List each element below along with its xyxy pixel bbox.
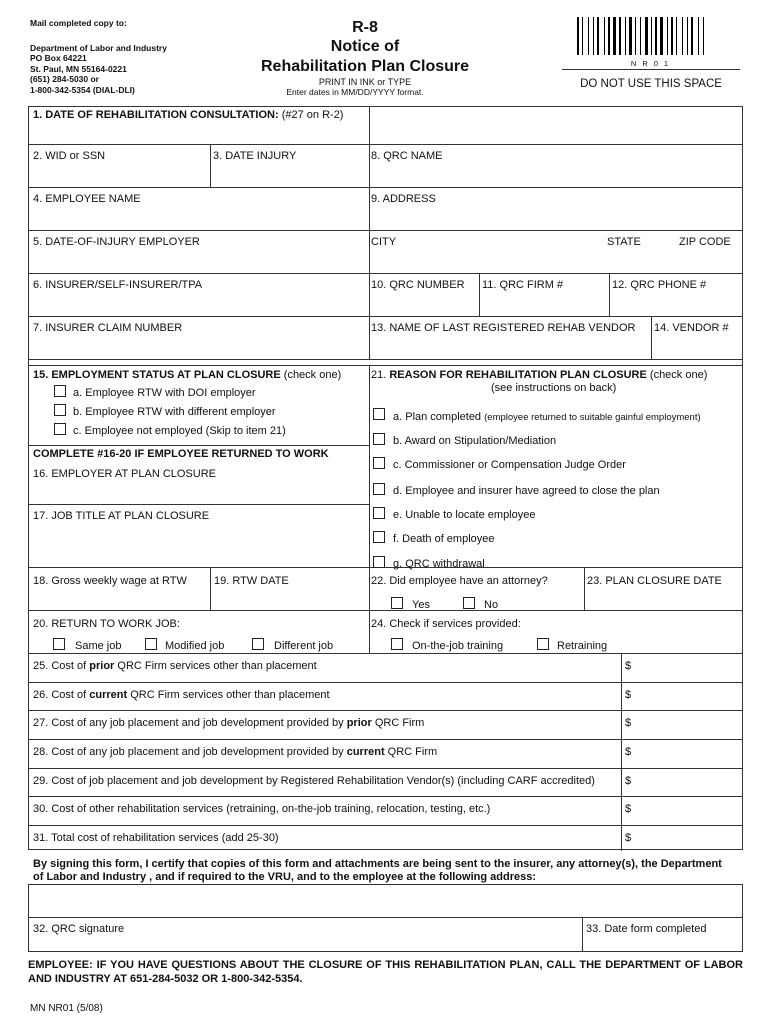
cost-text: 30. Cost of other rehabilitation services (retraining, on-the-job training, relocation, testing, etc.) (33, 803, 491, 815)
barcode-bar (640, 17, 641, 55)
cost-row-label (33, 660, 317, 673)
field-job-title-at-closure[interactable]: 17. JOB TITLE AT PLAN CLOSURE (33, 510, 210, 522)
divider (29, 359, 743, 360)
barcode-bar (597, 17, 599, 55)
divider (29, 273, 743, 274)
divider (651, 316, 652, 359)
barcode-bar (635, 17, 636, 55)
barcode-bar (629, 17, 632, 55)
barcode-bar (691, 17, 693, 55)
barcode-bar (698, 17, 699, 55)
cost-amount-field[interactable]: $ (625, 803, 632, 815)
checkbox-qrc-withdrawal[interactable] (373, 556, 385, 568)
divider (369, 365, 370, 653)
divider (29, 796, 743, 797)
field-date-injury[interactable]: 3. DATE INJURY (213, 150, 297, 162)
field-state[interactable]: STATE (607, 236, 641, 248)
barcode-image (577, 17, 729, 61)
field-city[interactable]: CITY (371, 236, 397, 248)
cost-text: QRC Firm services other than placement (114, 660, 317, 672)
checkbox-same-job[interactable] (53, 638, 65, 650)
checkbox-judge-order[interactable] (373, 457, 385, 469)
option-label: Same job (75, 640, 122, 652)
cost-text: 29. Cost of job placement and job development by Registered Rehabilitation Vendor(s) (including CARF accredited) (33, 775, 595, 787)
field-attorney: 22. Did employee have an attorney? (371, 575, 548, 587)
field-qrc-signature[interactable]: 32. QRC signature (33, 923, 125, 935)
form-title-line1: Notice of (330, 38, 400, 55)
checkbox-award-stipulation[interactable] (373, 433, 385, 445)
divider (29, 768, 743, 769)
checkbox-modified-job[interactable] (145, 638, 157, 650)
divider (479, 273, 480, 316)
divider (369, 107, 370, 359)
checkbox-rtw-doi-employer[interactable] (54, 385, 66, 397)
option-label: Yes (412, 599, 430, 611)
option-label: On-the-job training (412, 640, 504, 652)
divider (584, 567, 585, 610)
field-rehab-consultation-date[interactable] (33, 109, 343, 122)
date-format-note: Enter dates in MM/DD/YYYY format. (286, 87, 424, 97)
divider (29, 653, 743, 654)
form-code: R-8 (352, 19, 378, 36)
cost-amount-field[interactable]: $ (625, 717, 632, 729)
field-date-completed[interactable]: 33. Date form completed (586, 923, 707, 935)
barcode-bar (687, 17, 688, 55)
print-note: PRINT IN INK or TYPE (318, 77, 412, 87)
address-line: PO Box 64221 (30, 53, 87, 63)
checkbox-plan-completed[interactable] (373, 408, 385, 420)
cost-emphasis: current (346, 746, 385, 758)
form-title-block (240, 18, 490, 97)
divider (29, 187, 743, 188)
field-gross-weekly-wage[interactable]: 18. Gross weekly wage at RTW (33, 575, 187, 587)
checkbox-attorney-yes[interactable] (391, 597, 403, 609)
option-label: e. Unable to locate employee (393, 509, 536, 521)
cost-emphasis: prior (346, 717, 372, 729)
field-insurer[interactable]: 6. INSURER/SELF-INSURER/TPA (33, 279, 203, 291)
barcode-caption: NR01 (630, 59, 675, 68)
checkbox-attorney-no[interactable] (463, 597, 475, 609)
address-line: St. Paul, MN 55164-0221 (30, 63, 127, 74)
barcode-bar (577, 17, 579, 55)
field-zip[interactable]: ZIP CODE (679, 236, 731, 248)
barcode-bar (703, 17, 704, 55)
office-use-label: DO NOT USE THIS SPACE (580, 78, 722, 90)
cost-text: QRC Firm (384, 746, 438, 758)
barcode-bar (667, 17, 668, 55)
divider (29, 316, 743, 317)
divider (29, 144, 369, 145)
option-label: c. Commissioner or Compensation Judge Order (393, 459, 626, 471)
field-doi-employer[interactable]: 5. DATE-OF-INJURY EMPLOYER (33, 236, 200, 248)
cost-text: QRC Firm services other than placement (127, 689, 330, 701)
cost-emphasis: current (89, 689, 128, 701)
field-label: 1. DATE OF REHABILITATION CONSULTATION: (33, 109, 279, 121)
section-title: REASON FOR REHABILITATION PLAN CLOSURE (389, 369, 647, 381)
section-note: (check one) (649, 369, 708, 381)
cost-text: 25. Cost of (33, 660, 90, 672)
option-label: c. Employee not employed (Skip to item 21) (73, 425, 286, 437)
option-label: g. QRC withdrawal (393, 558, 485, 570)
divider (582, 918, 583, 952)
form-footer-code: MN NR01 (5/08) (30, 1003, 103, 1014)
divider (609, 273, 610, 316)
divider (369, 144, 743, 145)
barcode-bar (619, 17, 621, 55)
option-note: (employee returned to suitable gainful employment) (484, 412, 701, 423)
employee-notice: EMPLOYEE: IF YOU HAVE QUESTIONS ABOUT THE CLOSURE OF THIS REHABILITATION PLAN, CALL THE DEPARTMENT OF LABOR AND INDUSTRY AT 651-284-5032 OR 1-800-342-5354. (28, 959, 743, 985)
option-label: b. Award on Stipulation/Mediation (393, 435, 557, 447)
barcode-bar (613, 17, 616, 55)
address-line: (651) 284-5030 or (30, 74, 99, 84)
cost-amount-field[interactable]: $ (625, 689, 632, 701)
barcode-bar (582, 17, 583, 55)
divider (29, 682, 743, 683)
address-line: 1-800-342-5354 (DIAL-DLI) (30, 84, 135, 95)
barcode-bar (608, 17, 610, 55)
cost-row-label (33, 803, 490, 816)
checkbox-unable-locate[interactable] (373, 507, 385, 519)
field-address[interactable]: 9. ADDRESS (371, 193, 436, 205)
barcode-bar (645, 17, 648, 55)
barcode-bar (604, 17, 605, 55)
mail-to-label: Mail completed copy to: (30, 18, 127, 28)
field-qrc-phone[interactable]: 12. QRC PHONE # (612, 279, 707, 291)
section-15-title (33, 369, 341, 382)
divider (29, 710, 743, 711)
divider (29, 445, 369, 446)
cost-amount-field[interactable]: $ (625, 832, 632, 844)
section-number: 21. (371, 369, 387, 381)
barcode-bar (660, 17, 663, 55)
barcode-bar (588, 17, 589, 55)
checkbox-on-the-job-training[interactable] (391, 638, 403, 650)
divider (210, 567, 211, 610)
section-note: (check one) (283, 369, 342, 381)
field-qrc-number[interactable]: 10. QRC NUMBER (371, 279, 465, 291)
field-services-provided: 24. Check if services provided: (371, 618, 521, 630)
cost-row-label (33, 775, 595, 788)
checkbox-agreed-close[interactable] (373, 483, 385, 495)
barcode-bar (593, 17, 594, 55)
divider (29, 504, 369, 505)
cost-amount-field[interactable]: $ (625, 660, 632, 672)
cost-emphasis: prior (89, 660, 115, 672)
option-label: No (484, 599, 499, 611)
barcode-bar (676, 17, 677, 55)
form-title-line2: Rehabilitation Plan Closure (260, 58, 470, 75)
field-rtw-date[interactable]: 19. RTW DATE (214, 575, 289, 587)
divider (29, 739, 743, 740)
option-label: f. Death of employee (393, 533, 495, 545)
checkbox-retraining[interactable] (537, 638, 549, 650)
barcode-bar (671, 17, 673, 55)
field-qrc-firm[interactable]: 11. QRC FIRM # (482, 279, 564, 291)
divider (29, 365, 743, 366)
section-title: 15. EMPLOYMENT STATUS AT PLAN CLOSURE (33, 369, 281, 381)
divider (562, 69, 740, 70)
field-return-to-work-job: 20. RETURN TO WORK JOB: (33, 618, 180, 630)
mailing-address (30, 18, 167, 95)
option-label: b. Employee RTW with different employer (73, 406, 276, 418)
option-label: Retraining (557, 640, 608, 652)
checkbox-death[interactable] (373, 531, 385, 543)
section-21-title (371, 369, 707, 382)
checkbox-different-job[interactable] (252, 638, 264, 650)
complete-16-20-note: COMPLETE #16-20 IF EMPLOYEE RETURNED TO WORK (33, 448, 329, 460)
option-text: a. Plan completed (393, 411, 482, 423)
cost-text: 27. Cost of any job placement and job development provided by (33, 717, 347, 729)
cost-row-label (33, 746, 437, 759)
employee-address-field[interactable] (28, 884, 743, 918)
signing-statement: By signing this form, I certify that copies of this form and attachments are being sent to the insurer, any attorney(s), the Department of Labor and Industry , and if required to the VRU, and to the employee at the following address: (33, 858, 722, 883)
divider (29, 567, 743, 568)
field-last-vendor[interactable]: 13. NAME OF LAST REGISTERED REHAB VENDOR (371, 322, 636, 334)
field-claim-number[interactable]: 7. INSURER CLAIM NUMBER (33, 322, 183, 334)
option-label: d. Employee and insurer have agreed to close the plan (393, 485, 660, 497)
divider (210, 144, 211, 187)
field-vendor-number[interactable]: 14. VENDOR # (654, 322, 729, 334)
address-line: Department of Labor and Industry (30, 42, 167, 53)
field-employee-name[interactable]: 4. EMPLOYEE NAME (33, 193, 141, 205)
cost-amount-field[interactable]: $ (625, 775, 632, 787)
barcode-bar (651, 17, 652, 55)
cost-row-label (33, 689, 330, 702)
checkbox-not-employed[interactable] (54, 423, 66, 435)
field-qrc-name[interactable]: 8. QRC NAME (371, 150, 443, 162)
option-label: Modified job (165, 640, 225, 652)
option-label: Different job (274, 640, 334, 652)
divider (29, 230, 743, 231)
divider (29, 825, 743, 826)
divider (621, 653, 622, 851)
cost-row-label (33, 717, 424, 730)
cost-amount-field[interactable]: $ (625, 746, 632, 758)
cost-text: QRC Firm (371, 717, 425, 729)
option-label: a. Employee RTW with DOI employer (73, 387, 256, 399)
cost-row-label (33, 832, 279, 845)
field-wid-ssn[interactable]: 2. WID or SSN (33, 150, 106, 162)
option-label (393, 411, 701, 424)
cost-text: 31. Total cost of rehabilitation services (add 25-30) (33, 832, 279, 844)
checkbox-rtw-different-employer[interactable] (54, 404, 66, 416)
field-plan-closure-date[interactable]: 23. PLAN CLOSURE DATE (587, 575, 722, 587)
cost-text: 28. Cost of any job placement and job development provided by (33, 746, 347, 758)
instructions-note: (see instructions on back) (491, 382, 617, 394)
field-employer-at-closure[interactable]: 16. EMPLOYER AT PLAN CLOSURE (33, 468, 216, 480)
divider (29, 610, 743, 611)
barcode-bar (682, 17, 683, 55)
barcode-bar (655, 17, 657, 55)
cost-text: 26. Cost of (33, 689, 90, 701)
barcode-bar (625, 17, 626, 55)
field-note: (#27 on R-2) (281, 109, 344, 121)
